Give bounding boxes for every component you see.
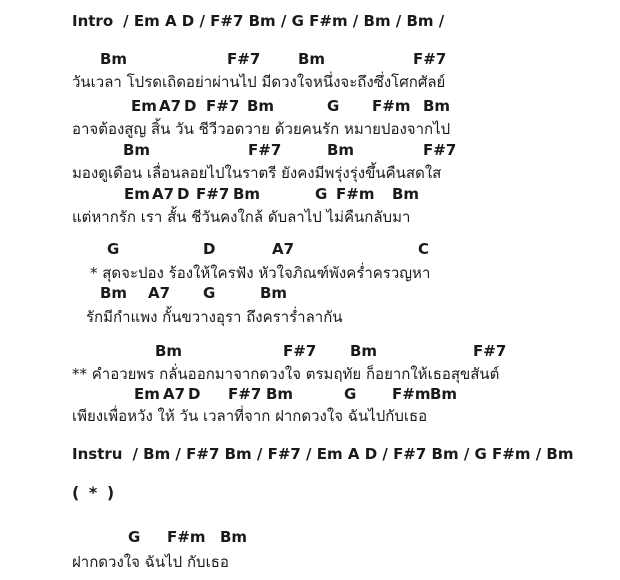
chord: Bm (100, 284, 128, 302)
chord: Bm (430, 385, 458, 403)
chord-line (0, 97, 620, 117)
chord-line (0, 185, 620, 205)
chord: F#m (372, 97, 411, 115)
lyric-line: ฝากดวงใจ ฉันไป กับเธอ (72, 553, 229, 571)
chord: Bm (298, 50, 326, 68)
chord: A7 (159, 97, 182, 115)
lyric-line: ** คำอวยพร กลั่นออกมาจากดวงใจ ตรมฤทัย ก็อยากให้เธอสุขสันต์ (72, 365, 500, 383)
chord: F#7 (473, 342, 507, 360)
chord: F#7 (228, 385, 262, 403)
chord: D (184, 97, 197, 115)
repeat-chorus-mark: ( * ) (72, 483, 117, 502)
chord: Em (124, 185, 150, 203)
chord: Bm (100, 50, 128, 68)
chord: D (188, 385, 201, 403)
chord: G (315, 185, 328, 203)
chord: Bm (220, 528, 248, 546)
instru-chord-sequence: / Bm / F#7 Bm / F#7 / Em A D / F#7 Bm / G F#m / Bm (132, 445, 574, 463)
chord: G (107, 240, 120, 258)
chord: Bm (260, 284, 288, 302)
chord: F#m (336, 185, 375, 203)
chord: Bm (266, 385, 294, 403)
chord: A7 (152, 185, 175, 203)
chord: F#m (392, 385, 431, 403)
chord: A7 (163, 385, 186, 403)
instru-section-line (72, 445, 574, 463)
chord: Bm (247, 97, 275, 115)
intro-label: Intro (72, 12, 114, 30)
chord: A7 (272, 240, 295, 258)
chord: Em (131, 97, 157, 115)
chord: F#7 (196, 185, 230, 203)
chord: F#7 (248, 141, 282, 159)
chord: F#7 (413, 50, 447, 68)
chord: F#7 (206, 97, 240, 115)
chord: Bm (350, 342, 378, 360)
chord: F#7 (283, 342, 317, 360)
chord: G (327, 97, 340, 115)
lyric-line: เพียงเพื่อหวัง ให้ วัน เวลาที่จาก ฝากดวงใจ ฉันไปกับเธอ (72, 407, 428, 425)
chord: Bm (392, 185, 420, 203)
chord: Bm (327, 141, 355, 159)
chord-line (0, 141, 620, 161)
chord: G (344, 385, 357, 403)
chord-line (0, 385, 620, 405)
chord: Bm (233, 185, 261, 203)
chord: Bm (123, 141, 151, 159)
intro-section-line (72, 12, 444, 30)
lyric-line: * สุดจะปอง ร้องให้ใครฟัง หัวใจภิณฑ์พังคร่ำครวญหา (90, 264, 431, 282)
chord: Bm (155, 342, 183, 360)
lyric-line: รักมีกำแพง กั้นขวางอุรา ถึงคราร่ำลากัน (86, 308, 343, 326)
chord-line (0, 50, 620, 70)
chord-line (0, 528, 620, 548)
intro-chord-sequence: / Em A D / F#7 Bm / G F#m / Bm / Bm / (123, 12, 445, 30)
chord-line (0, 342, 620, 362)
chord: Bm (423, 97, 451, 115)
chord: Em (134, 385, 160, 403)
chord: D (203, 240, 216, 258)
lyric-line: วันเวลา โปรดเถิดอย่าผ่านไป มีดวงใจหนึ่งจะถึงซึ่งโศกศัลย์ (72, 73, 446, 91)
chord-line (0, 284, 620, 304)
lyric-line: มองดูเดือน เลื่อนลอยไปในราตรี ยังคงมีพรุ่งรุ่งขึ้นคืนสดใส (72, 164, 442, 182)
chord: C (418, 240, 430, 258)
chord: F#m (167, 528, 206, 546)
lyric-line: แต่หากรัก เรา สั้น ชีวันคงใกล้ ดับลาไป ไม่คืนกลับมา (72, 208, 411, 226)
chord: F#7 (423, 141, 457, 159)
chord: D (177, 185, 190, 203)
chord: G (203, 284, 216, 302)
chord: F#7 (227, 50, 261, 68)
chord-line (0, 240, 620, 260)
lyric-line: อาจต้องสูญ สิ้น วัน ชีวีวอดวาย ด้วยคนรัก หมายปองจากไป (72, 120, 451, 138)
instru-label: Instru (72, 445, 123, 463)
chord: A7 (148, 284, 171, 302)
chord: G (128, 528, 141, 546)
